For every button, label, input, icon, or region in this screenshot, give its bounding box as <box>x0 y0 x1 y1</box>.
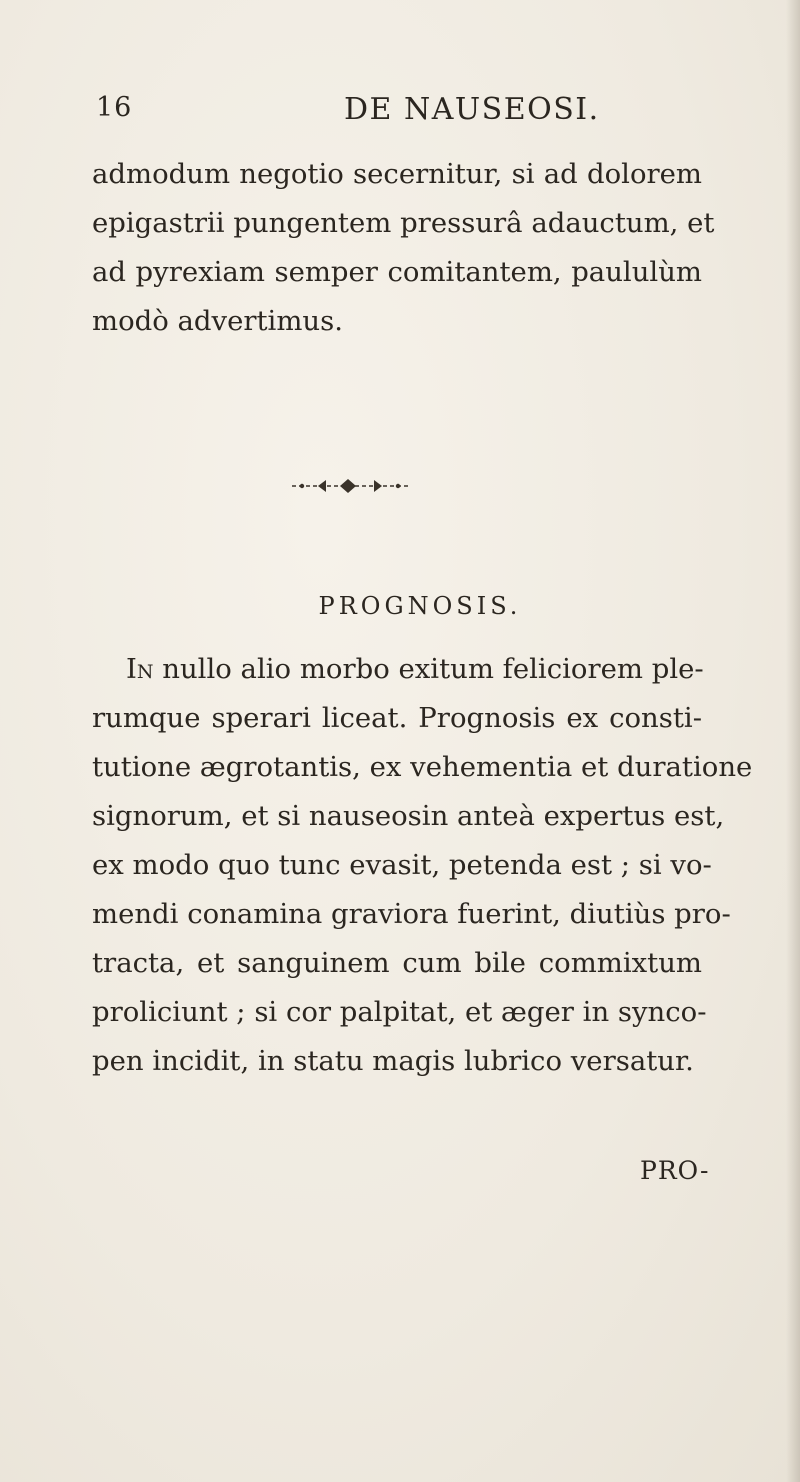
page-header <box>96 92 716 132</box>
section-title: PROGNOSIS. <box>318 592 522 620</box>
ornamental-rule-icon <box>290 476 410 496</box>
initial-word: In <box>126 653 154 685</box>
text-line: epigastrii pungentem pressurâ adauctum, et <box>92 207 715 239</box>
text-line: signorum, et si nauseosin anteà expertus est, <box>92 800 725 832</box>
running-head: DE NAUSEOSI. <box>344 92 600 127</box>
text-line: tutione ægrotantis, ex vehementia et duratione <box>92 751 753 783</box>
text-line: proliciunt ; si cor palpitat, et æger in synco- <box>92 996 707 1028</box>
text-line: mendi conamina graviora fuerint, diutiùs pro- <box>92 898 731 930</box>
prognosis-paragraph <box>92 645 753 1086</box>
text-line-first <box>92 645 702 694</box>
text-line: ad pyrexiam semper comitantem, paululùm <box>92 256 702 288</box>
text-line: modò advertimus. <box>92 305 343 337</box>
paragraph-continuation <box>92 150 715 346</box>
section-heading <box>0 592 800 620</box>
text-line: pen incidit, in statu magis lubrico versatur. <box>92 1045 694 1077</box>
page-edge-shadow <box>786 0 800 1482</box>
page-number: 16 <box>96 92 133 123</box>
text-line: tracta, et sanguinem cum bile commixtum <box>92 947 702 979</box>
text-line-rest: nullo alio morbo exitum feliciorem ple- <box>153 653 704 685</box>
text-line: rumque sperari liceat. Prognosis ex consti- <box>92 702 702 734</box>
text-line: admodum negotio secernitur, si ad dolorem <box>92 158 702 190</box>
text-line: ex modo quo tunc evasit, petenda est ; si vo- <box>92 849 712 881</box>
catchword: PRO- <box>640 1156 710 1185</box>
